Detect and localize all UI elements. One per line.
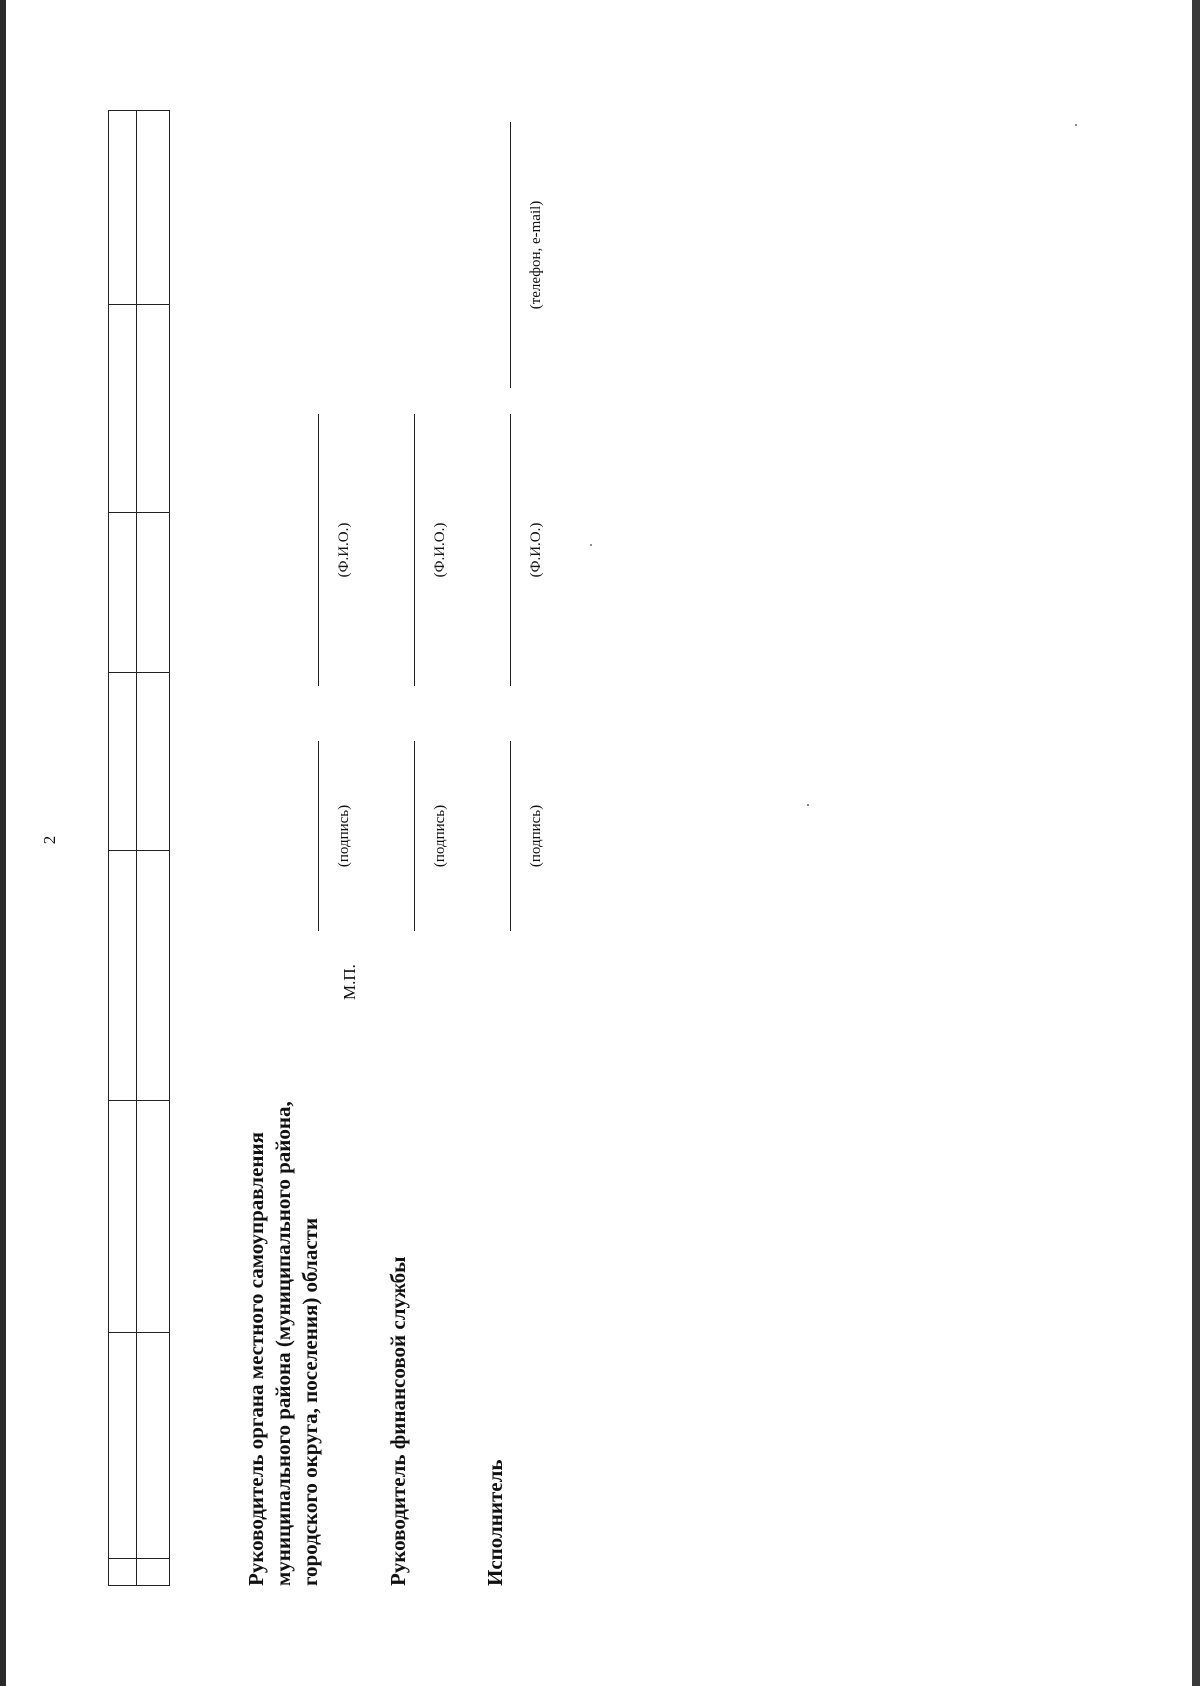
- signature-caption: (подпись): [528, 804, 544, 868]
- table-column-divider: [109, 1100, 169, 1101]
- name-line: [414, 414, 415, 686]
- data-table: [108, 110, 170, 1586]
- signature-line: [414, 741, 415, 931]
- table-column-divider: [109, 672, 169, 673]
- signature-caption: (подпись): [336, 804, 352, 868]
- table-column-divider: [109, 512, 169, 513]
- signature-caption: (подпись): [432, 804, 448, 868]
- table-column-divider: [109, 1332, 169, 1333]
- head-of-finance-service-title: Руководитель финансовой службы: [386, 1256, 410, 1586]
- title-line: муниципального района (муниципального района,: [271, 1101, 295, 1586]
- table-column-divider: [109, 304, 169, 305]
- head-of-local-government-title: [243, 866, 324, 1586]
- signature-line: [510, 741, 511, 931]
- page-number: 2: [40, 835, 59, 845]
- signature-line: [318, 741, 319, 931]
- title-line: городского округа, поселения) области: [298, 1217, 322, 1586]
- scan-edge-right: [1192, 0, 1200, 1686]
- table-column-divider: [109, 850, 169, 851]
- table-column-divider: [109, 1558, 169, 1559]
- title-line: Руководитель органа местного самоуправления: [244, 1132, 268, 1586]
- table-row-divider: [136, 111, 137, 1585]
- scan-speck: [807, 804, 809, 806]
- scan-speck: [590, 544, 592, 546]
- executor-title: Исполнитель: [483, 1459, 507, 1586]
- scan-speck: [1075, 124, 1077, 126]
- stamp-label: М.П.: [340, 964, 359, 1000]
- name-line: [318, 414, 319, 686]
- contact-caption: (телефон, e-mail): [528, 200, 544, 310]
- name-caption: (Ф.И.О.): [432, 522, 448, 578]
- name-caption: (Ф.И.О.): [336, 522, 352, 578]
- name-line: [510, 414, 511, 686]
- name-caption: (Ф.И.О.): [528, 522, 544, 578]
- contact-line: [510, 122, 511, 388]
